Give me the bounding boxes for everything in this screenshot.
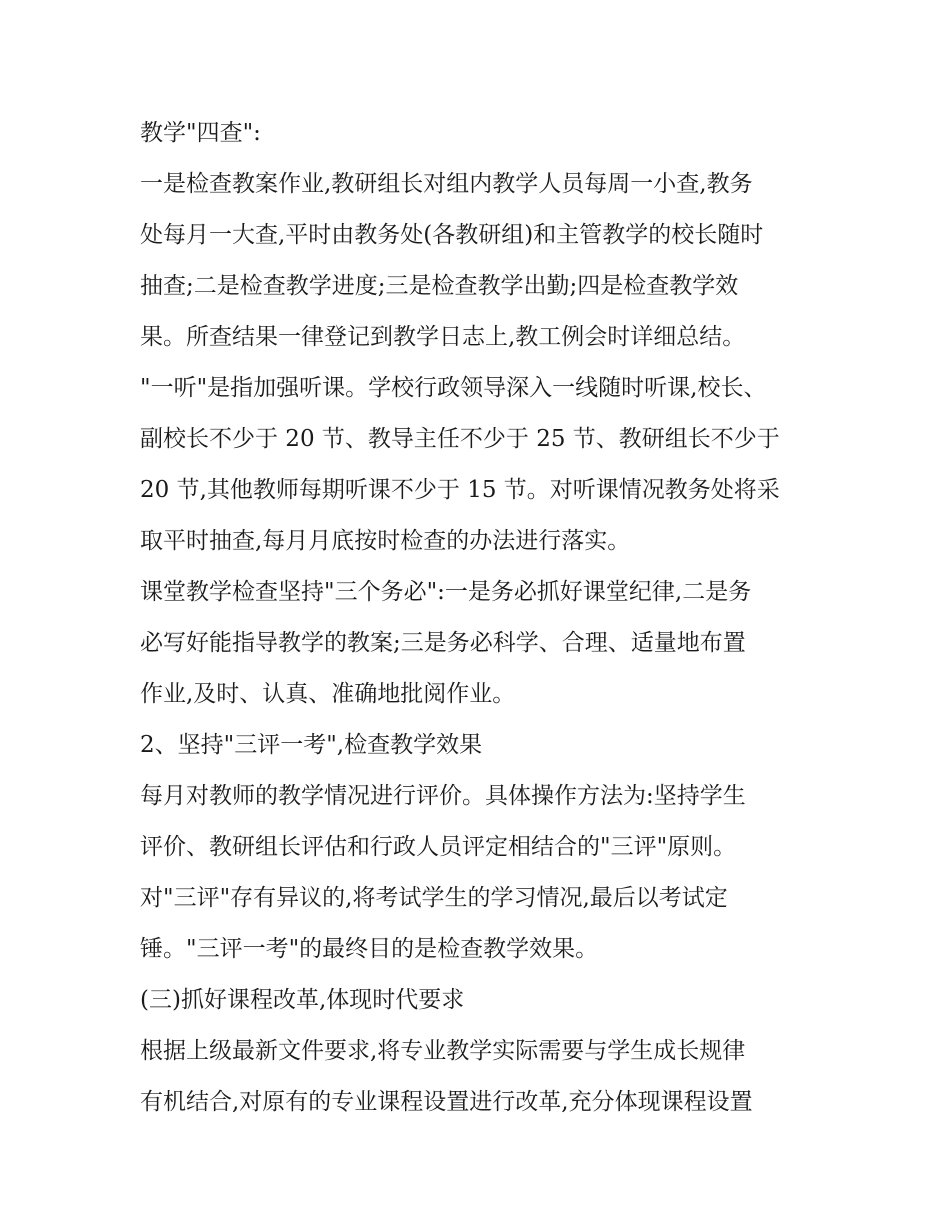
text-line: 副校长不少于 20 节、教导主任不少于 25 节、教研组长不少于 [140,426,780,452]
text-line: 有机结合,对原有的专业课程设置进行改革,充分体现课程设置 [140,1089,753,1115]
section-heading: 2、坚持"三评一考",检查教学效果 [140,732,483,758]
text-line: 对"三评"存有异议的,将考试学生的学习情况,最后以考试定 [140,885,728,911]
text-line: 锤。"三评一考"的最终目的是检查教学效果。 [140,936,599,962]
text-line: 一是检查教案作业,教研组长对组内教学人员每周一小查,教务 [140,171,753,197]
text-line: 果。所查结果一律登记到教学日志上,教工例会时详细总结。 [140,324,746,350]
text-line: 必写好能指导教学的教案;三是务必科学、合理、适量地布置 [140,630,746,656]
text-line: 教学"四查": [140,120,261,146]
text-line: 处每月一大查,平时由教务处(各教研组)和主管教学的校长随时 [140,222,764,248]
text-line: 根据上级最新文件要求,将专业教学实际需要与学生成长规律 [140,1038,746,1064]
text-line: 取平时抽查,每月月底按时检查的办法进行落实。 [140,528,631,554]
text-line: 作业,及时、认真、准确地批阅作业。 [140,681,516,707]
section-heading: (三)抓好课程改革,体现时代要求 [140,987,465,1013]
document-body [140,108,820,1128]
text-line: 20 节,其他教师每期听课不少于 15 节。对听课情况教务处将采 [140,477,780,503]
text-line: 每月对教师的教学情况进行评价。具体操作方法为:坚持学生 [140,783,746,809]
text-line: 抽查;二是检查教学进度;三是检查教学出勤;四是检查教学效 [140,273,739,299]
text-line: "一听"是指加强听课。学校行政领导深入一线随时听课,校长、 [140,375,767,401]
text-line: 评价、教研组长评估和行政人员评定相结合的"三评"原则。 [140,834,737,860]
text-line: 课堂教学检查坚持"三个务必":一是务必抓好课堂纪律,二是务 [140,579,752,605]
